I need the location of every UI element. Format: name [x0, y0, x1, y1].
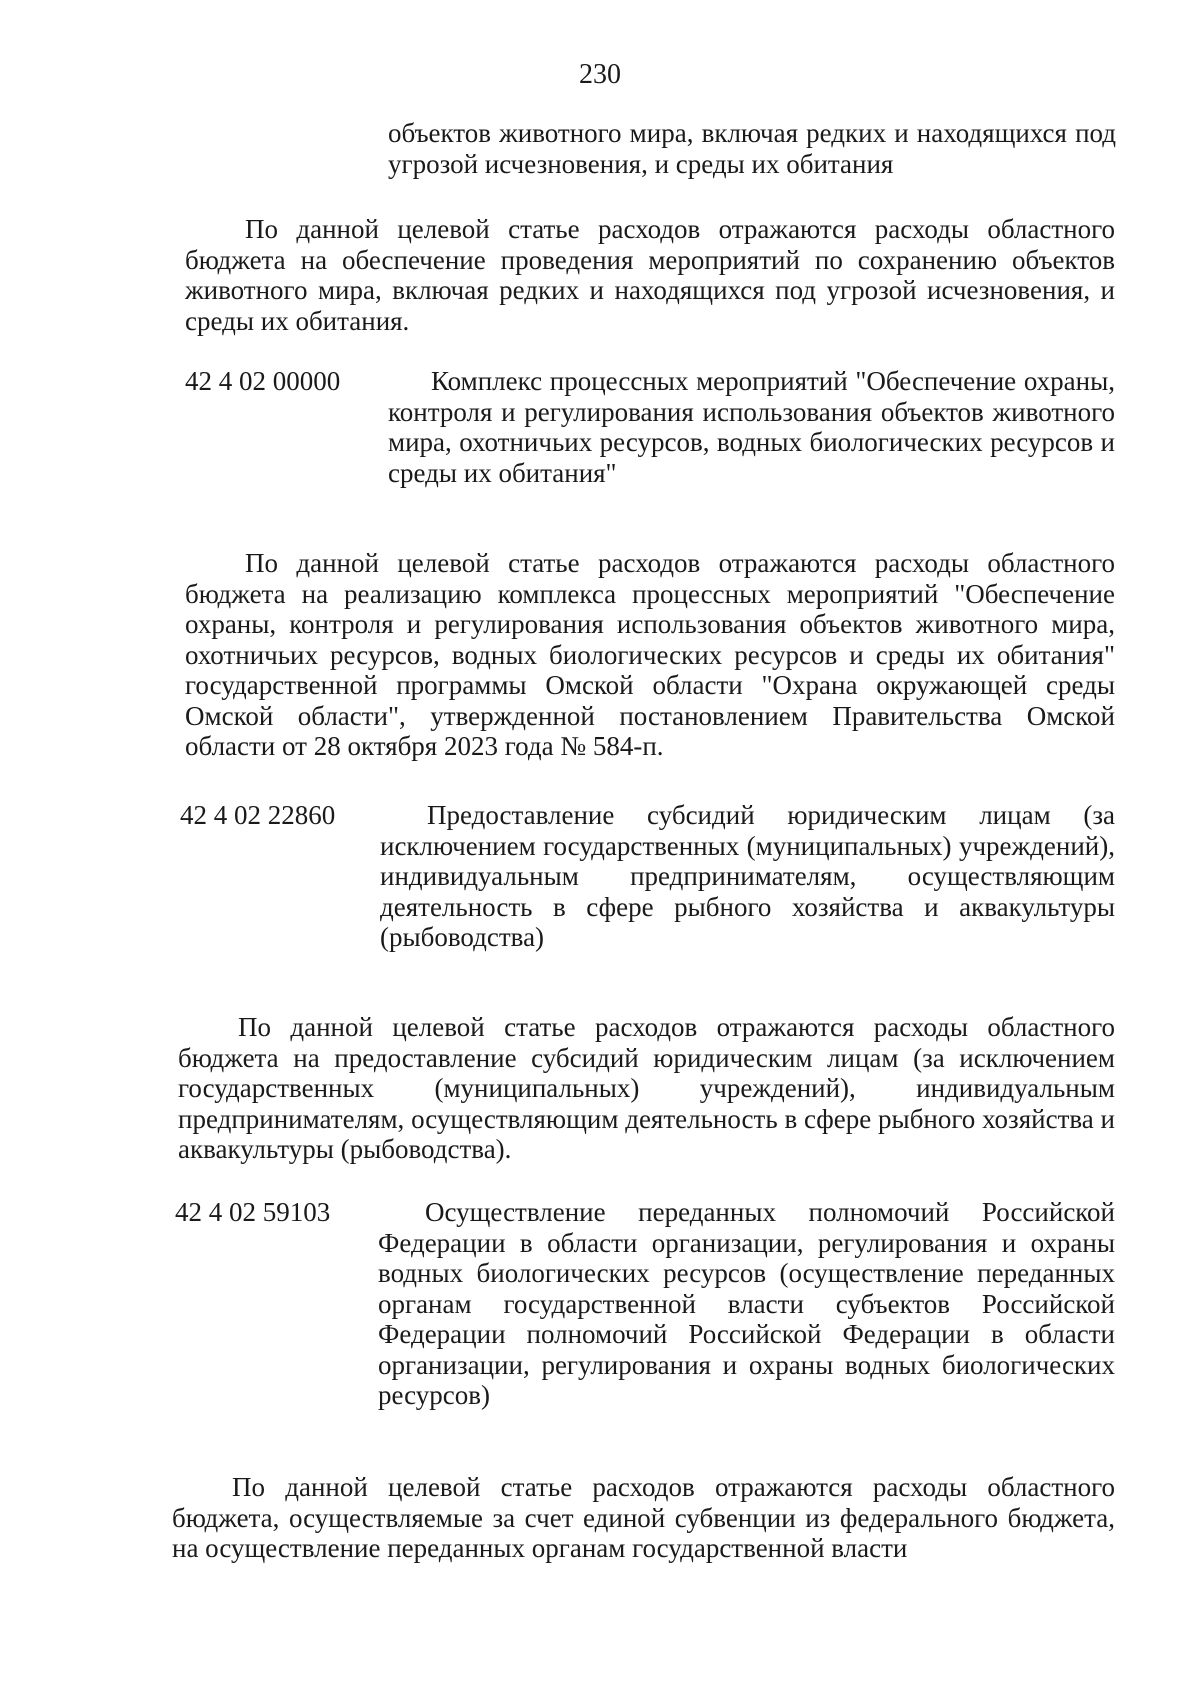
- budget-article-entry: [185, 366, 1115, 516]
- article-explanation-paragraph: По данной целевой статье расходов отражаются расходы областного бюджета на предоставление субсидий юридическим лицам (за исключением государственных (муниципальных) учреждений), индивидуальным предпринимателям, осуществляющим деятельность в сфере рыбного хозяйства и аквакультуры (рыбоводства).: [178, 1012, 1115, 1164]
- article-explanation-paragraph: По данной целевой статье расходов отражаются расходы областного бюджета на реализацию комплекса процессных мероприятий "Обеспечение охраны, контроля и регулирования использования объектов животного мира, охотничьих ресурсов, водных биологических ресурсов и среды их обитания" государственной программы Омской области "Охрана окружающей среды Омской области", утвержденной постановлением Правительства Омской области от 28 октября 2023 года № 584-п.: [185, 548, 1115, 761]
- budget-article-entry: [180, 800, 1115, 980]
- budget-article-title: Осуществление переданных полномочий Российской Федерации в области организации, регулирования и охраны водных биологических ресурсов (осуществление переданных органам государственной власти субъектов Российской Федерации полномочий Российской Федерации в области организации, регулирования и охраны водных биологических ресурсов): [378, 1197, 1115, 1410]
- budget-classification-code: 42 4 02 00000: [185, 366, 341, 396]
- page-number: 230: [579, 59, 621, 90]
- continued-article-title: объектов животного мира, включая редких и находящихся под угрозой исчезновения, и среды их обитания: [388, 118, 1116, 179]
- budget-classification-code: 42 4 02 59103: [175, 1197, 331, 1227]
- budget-classification-code: 42 4 02 22860: [180, 800, 336, 830]
- article-explanation-paragraph: По данной целевой статье расходов отражаются расходы областного бюджета, осуществляемые за счет единой субвенции из федерального бюджета, на осуществление переданных органам государственной власти: [172, 1472, 1115, 1563]
- budget-article-title: Комплекс процессных мероприятий "Обеспечение охраны, контроля и регулирования использования объектов животного мира, охотничьих ресурсов, водных биологических ресурсов и среды их обитания": [388, 366, 1115, 488]
- budget-article-title: Предоставление субсидий юридическим лицам (за исключением государственных (муниципальных) учреждений), индивидуальным предпринимателям, осуществляющим деятельность в сфере рыбного хозяйства и аквакультуры (рыбоводства): [380, 800, 1115, 952]
- budget-article-entry: [175, 1197, 1115, 1437]
- article-explanation-paragraph: По данной целевой статье расходов отражаются расходы областного бюджета на обеспечение проведения мероприятий по сохранению объектов животного мира, включая редких и находящихся под угрозой исчезновения, и среды их обитания.: [185, 214, 1115, 336]
